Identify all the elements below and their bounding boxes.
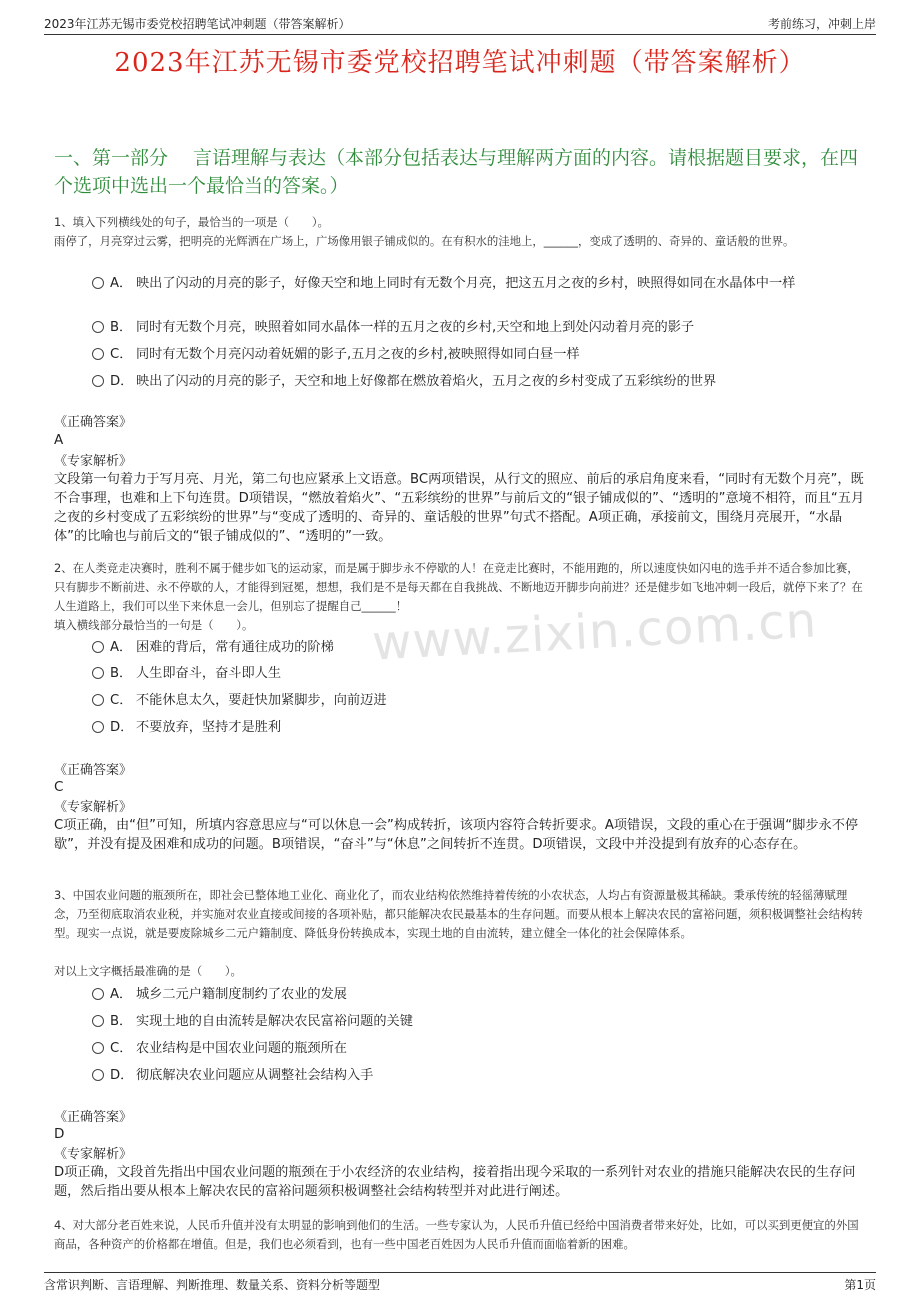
option-letter: C． <box>110 347 133 362</box>
header-right: 考前练习，冲刺上岸 <box>767 17 876 31</box>
radio-icon[interactable] <box>92 721 104 733</box>
question-2-option-d[interactable] <box>92 717 862 739</box>
question-2-answer: C <box>54 779 64 795</box>
option-letter: C． <box>110 693 133 708</box>
page-footer <box>44 1272 876 1296</box>
question-2-option-c[interactable] <box>92 690 862 712</box>
page-header <box>44 10 876 35</box>
question-2-analysis-label: 《专家解析》 <box>54 800 133 815</box>
radio-icon[interactable] <box>92 321 104 333</box>
option-letter: A． <box>110 276 133 291</box>
question-3-option-a[interactable] <box>92 984 862 1006</box>
header-left: 2023年江苏无锡市委党校招聘笔试冲刺题（带答案解析） <box>44 17 351 31</box>
footer-left: 含常识判断、言语理解、判断推理、数量关系、资料分析等题型 <box>44 1278 381 1292</box>
radio-icon[interactable] <box>92 641 104 653</box>
question-3-prompt: 对以上文字概括最准确的是（ ）。 <box>54 964 242 978</box>
radio-icon[interactable] <box>92 375 104 387</box>
radio-icon[interactable] <box>92 1015 104 1027</box>
option-letter: B． <box>110 1014 133 1029</box>
option-text: 不能休息太久，要赶快加紧脚步，向前迈进 <box>136 693 387 708</box>
option-letter: D． <box>110 374 134 389</box>
option-text: 困难的背后，常有通往成功的阶梯 <box>136 640 334 655</box>
question-3-answer-label: 《正确答案》 <box>54 1110 133 1125</box>
radio-icon[interactable] <box>92 694 104 706</box>
page-number: 第1页 <box>844 1278 876 1292</box>
option-text: 城乡二元户籍制度制约了农业的发展 <box>136 987 347 1002</box>
option-letter: A． <box>110 987 133 1002</box>
question-1-analysis-label: 《专家解析》 <box>54 454 133 469</box>
radio-icon[interactable] <box>92 1069 104 1081</box>
question-1-analysis: 文段第一句着力于写月亮、月光，第二句也应紧承上文语意。BC两项错误，从行文的照应、前后的承启角度来看，“同时有无数个月亮”，既不合事理，也难和上下句连贯。D项错误，“燃放着焰火”、“五彩缤纷的世界”与前后文的“银子铺成似的”、“透明的”意境不相符，而且“五月之夜的乡村变成了五彩缤纷的世界”与“变成了透明的、奇异的、童话般的世界”句式不搭配。A项正确，承接前文，围绕月亮展开，“水晶体”的比喻也与前后文的“银子铺成似的”、“透明的”一致。 <box>54 472 865 544</box>
option-letter: D． <box>110 1068 134 1083</box>
question-1-stem: 1、填入下列横线处的句子，最恰当的一项是（ ）。 <box>54 215 329 229</box>
option-text: 同时有无数个月亮闪动着妩媚的影子,五月之夜的乡村,被映照得如同白昼一样 <box>136 347 580 362</box>
question-3-option-b[interactable] <box>92 1011 862 1033</box>
option-letter: D． <box>110 720 134 735</box>
option-text: 实现土地的自由流转是解决农民富裕问题的关键 <box>136 1014 413 1029</box>
option-letter: C． <box>110 1041 133 1056</box>
option-text: 彻底解决农业问题应从调整社会结构入手 <box>136 1068 374 1083</box>
option-text: 映出了闪动的月亮的影子，好像天空和地上同时有无数个月亮，把这五月之夜的乡村，映照得如同在水晶体中一样 <box>136 276 796 291</box>
option-text: 农业结构是中国农业问题的瓶颈所在 <box>136 1041 347 1056</box>
question-1-answer-label: 《正确答案》 <box>54 415 133 430</box>
radio-icon[interactable] <box>92 988 104 1000</box>
option-text: 同时有无数个月亮，映照着如同水晶体一样的五月之夜的乡村,天空和地上到处闪动着月亮的影子 <box>136 320 695 335</box>
question-2-stem: 2、在人类竞走决赛时，胜利不属于健步如飞的运动家，而是属于脚步永不停歇的人！在竞走比赛时，不能用跑的，所以速度快如闪电的选手并不适合参加比赛，只有脚步不断前进、永不停歇的人，才能得到冠冕，想想，我们是不是每天都在自我挑战、不断地迈开脚步向前进？还是健步如飞地冲刺一段后，就停下来了？在人生道路上，我们可以坐下来休息一会儿，但别忘了提醒自己______！ <box>54 561 863 613</box>
option-letter: A． <box>110 640 133 655</box>
question-2-prompt: 填入横线部分最恰当的一句是（ ）。 <box>54 618 254 632</box>
radio-icon[interactable] <box>92 277 104 289</box>
question-1-option-b[interactable] <box>92 317 862 339</box>
question-3-analysis: D项正确，文段首先指出中国农业问题的瓶颈在于小农经济的农业结构，接着指出现今采取的一系列针对农业的措施只能解决农民的生存问题，然后指出要从根本上解决农民的富裕问题须积极调整社会结构转型并对此进行阐述。 <box>54 1165 856 1199</box>
option-text: 不要放弃，坚持才是胜利 <box>136 720 282 735</box>
question-3-answer: D <box>54 1126 65 1142</box>
option-text: 人生即奋斗，奋斗即人生 <box>136 666 282 681</box>
question-3-analysis-label: 《专家解析》 <box>54 1147 133 1162</box>
question-2-option-a[interactable] <box>92 637 862 659</box>
option-text: 映出了闪动的月亮的影子，天空和地上好像都在燃放着焰火，五月之夜的乡村变成了五彩缤纷的世界 <box>136 374 717 389</box>
section-heading: 一、第一部分 言语理解与表达（本部分包括表达与理解两方面的内容。请根据题目要求，在四个选项中选出一个最恰当的答案。） <box>54 147 859 197</box>
question-1-answer: A <box>54 432 64 448</box>
question-1-option-c[interactable] <box>92 344 862 366</box>
option-letter: B． <box>110 666 133 681</box>
question-1-option-d[interactable] <box>92 371 862 393</box>
radio-icon[interactable] <box>92 1042 104 1054</box>
question-3-option-d[interactable] <box>92 1065 862 1087</box>
question-1-option-a[interactable] <box>92 273 862 295</box>
question-2-answer-label: 《正确答案》 <box>54 763 133 778</box>
radio-icon[interactable] <box>92 667 104 679</box>
question-1-passage: 雨停了，月亮穿过云雾，把明亮的光辉洒在广场上，广场像用银子铺成似的。在有积水的洼地上，______，变成了透明的、奇异的、童话般的世界。 <box>54 234 795 248</box>
question-4-stem: 4、对大部分老百姓来说，人民币升值并没有太明显的影响到他们的生活。一些专家认为，人民币升值已经给中国消费者带来好处，比如，可以买到更便宜的外国商品，各种资产的价格都在增值。但是，我们也必须看到，也有一些中国老百姓因为人民币升值而面临着新的困难。 <box>54 1218 859 1251</box>
question-2-option-b[interactable] <box>92 663 862 685</box>
watermark: www.zixin.com.cn <box>370 592 819 672</box>
radio-icon[interactable] <box>92 348 104 360</box>
question-3-stem: 3、中国农业问题的瓶颈所在，即社会已整体地工业化、商业化了，而农业结构依然维持着传统的小农状态，人均占有资源量极其稀缺。秉承传统的轻徭薄赋理念，乃至彻底取消农业税，并实施对农业直接或间接的各项补贴，都只能解决农民最基本的生存问题。而要从根本上解决农民的富裕问题，须积极调整社会结构转型。现实一点说，就是要废除城乡二元户籍制度、降低身份转换成本，实现土地的自由流转，建立健全一体化的社会保障体系。 <box>54 888 863 940</box>
question-2-analysis: C项正确，由“但”可知，所填内容意思应与“可以休息一会”构成转折，该项内容符合转折要求。A项错误，文段的重心在于强调“脚步永不停歇”，并没有提及困难和成功的问题。B项错误，“奋斗”与“休息”之间转折不连贯。D项错误，文段中并没提到有放弃的心态存在。 <box>54 818 859 852</box>
page-title: 2023年江苏无锡市委党校招聘笔试冲刺题（带答案解析） <box>114 48 806 78</box>
question-3-option-c[interactable] <box>92 1038 862 1060</box>
option-letter: B． <box>110 320 133 335</box>
